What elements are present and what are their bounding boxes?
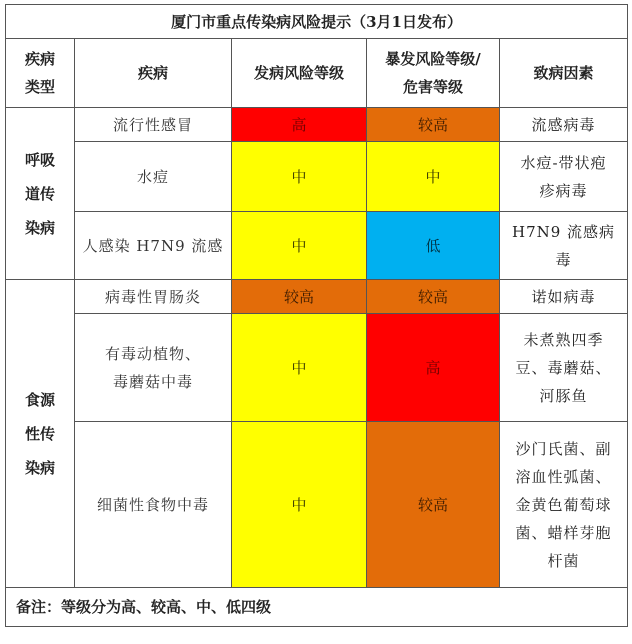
header-outbreak-line: 暴发风险等级/ [385,50,481,68]
cause-cell [500,142,628,212]
onset-risk-cell: 中 [232,314,367,422]
outbreak-risk-cell: 较高 [367,108,500,142]
onset-risk-cell: 中 [232,212,367,280]
onset-risk-cell: 高 [232,108,367,142]
header-cause: 致病因素 [500,39,628,108]
outbreak-risk-cell: 低 [367,212,500,280]
onset-risk-cell: 中 [232,422,367,588]
table-row [6,422,628,588]
table-row [6,142,628,212]
disease-line: 水痘 [136,167,169,186]
disease-line: 人感染 H7N9 流感 [82,236,224,255]
cause-line: 疹病毒 [539,181,588,200]
risk-table [5,4,628,627]
cause-line: 溶血性弧菌、 [515,467,612,486]
cause-cell [500,108,628,142]
category-line: 性传 [24,424,55,443]
table-row [6,108,628,142]
cause-cell [500,314,628,422]
category-line: 染病 [24,218,55,237]
category-line: 呼吸 [24,150,55,169]
table-row [6,212,628,280]
disease-cell [75,108,232,142]
table-row [6,314,628,422]
header-category [6,39,75,108]
disease-line: 流行性感冒 [112,115,193,134]
category-cell [6,108,75,280]
cause-line: 未煮熟四季 [523,330,604,349]
category-line: 染病 [24,458,55,477]
cause-line: H7N9 流感病 [511,222,616,241]
cause-cell [500,212,628,280]
risk-table-container [5,4,627,638]
cause-cell [500,422,628,588]
table-title: 厦门市重点传染病风险提示（3月1日发布） [6,5,628,39]
category-line: 食源 [24,390,55,409]
cause-cell [500,280,628,314]
table-row [6,280,628,314]
header-outbreak-line: 危害等级 [402,78,463,96]
disease-line: 毒蘑菇中毒 [112,372,193,391]
outbreak-risk-cell: 高 [367,314,500,422]
outbreak-risk-cell: 较高 [367,280,500,314]
cause-line: 沙门氏菌、副 [515,439,612,458]
outbreak-risk-cell: 中 [367,142,500,212]
cause-line: 杆菌 [547,551,580,570]
disease-cell [75,212,232,280]
disease-line: 有毒动植物、 [104,344,201,363]
cause-line: 水痘-带状疱 [520,153,607,172]
category-cell [6,280,75,588]
cause-line: 金黄色葡萄球 [515,495,612,514]
disease-line: 病毒性胃肠炎 [104,287,201,306]
onset-risk-cell: 较高 [232,280,367,314]
header-outbreak-risk [367,39,500,108]
outbreak-risk-cell: 较高 [367,422,500,588]
disease-cell [75,280,232,314]
cause-line: 豆、毒蘑菇、 [515,358,612,377]
disease-cell [75,142,232,212]
cause-line: 菌、蜡样芽胞 [515,523,612,542]
header-category-line: 类型 [24,78,55,96]
header-onset-risk: 发病风险等级 [232,39,367,108]
table-note: 备注：等级分为高、较高、中、低四级 [6,588,628,627]
header-disease: 疾病 [75,39,232,108]
cause-line: 河豚鱼 [539,386,588,405]
disease-line: 细菌性食物中毒 [96,495,209,514]
cause-line: 诺如病毒 [531,287,596,306]
disease-cell [75,422,232,588]
cause-line: 流感病毒 [531,115,596,134]
cause-line: 毒 [555,250,572,269]
header-category-line: 疾病 [24,50,55,68]
onset-risk-cell: 中 [232,142,367,212]
disease-cell [75,314,232,422]
category-line: 道传 [24,184,55,203]
